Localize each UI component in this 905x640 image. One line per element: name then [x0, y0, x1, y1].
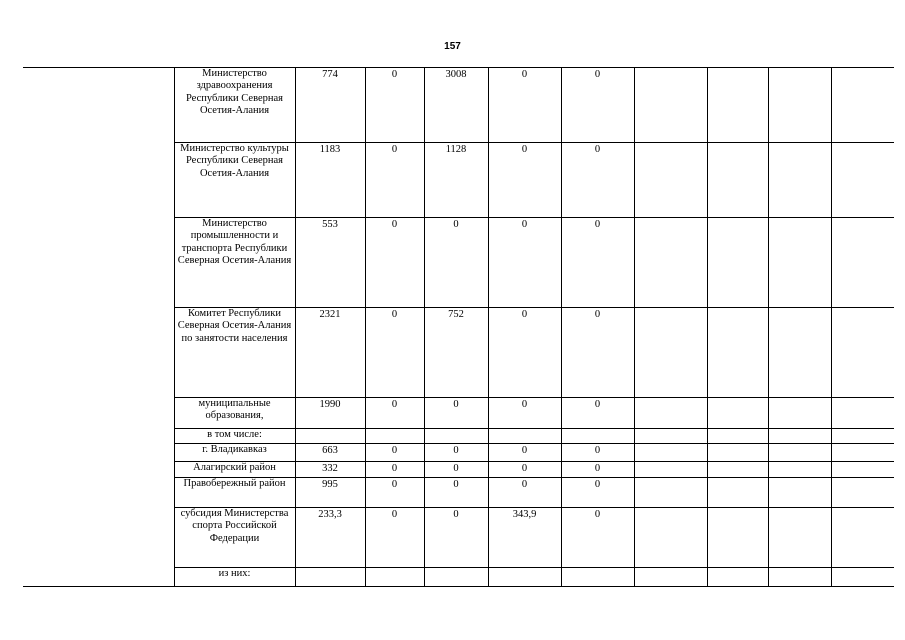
value-cell: 0: [365, 478, 424, 508]
value-cell: [707, 308, 768, 398]
value-cell: [488, 568, 561, 587]
row-name-cell: Правобережный район: [174, 478, 295, 508]
value-cell: [707, 398, 768, 429]
row-name-cell: г. Владикавказ: [174, 444, 295, 462]
value-cell: [831, 568, 894, 587]
row-name-cell: Министерство культуры Республики Северная Осетия-Алания: [174, 143, 295, 218]
value-cell: [831, 462, 894, 478]
value-cell: 0: [424, 462, 488, 478]
value-cell: 774: [295, 68, 365, 143]
value-cell: [768, 68, 831, 143]
value-cell: 1183: [295, 143, 365, 218]
value-cell: 2321: [295, 308, 365, 398]
value-cell: 0: [424, 478, 488, 508]
value-cell: [424, 568, 488, 587]
value-cell: [768, 444, 831, 462]
value-cell: 0: [561, 508, 634, 568]
value-cell: [561, 429, 634, 444]
value-cell: 0: [424, 444, 488, 462]
merged-first-column-cell: [23, 68, 174, 587]
value-cell: [365, 429, 424, 444]
value-cell: [634, 508, 707, 568]
row-name-cell: субсидия Министерства спорта Российской Федерации: [174, 508, 295, 568]
value-cell: [295, 429, 365, 444]
value-cell: [831, 508, 894, 568]
value-cell: [768, 568, 831, 587]
value-cell: 0: [424, 508, 488, 568]
value-cell: [634, 143, 707, 218]
value-cell: 0: [488, 478, 561, 508]
value-cell: 1128: [424, 143, 488, 218]
value-cell: 0: [365, 218, 424, 308]
value-cell: [634, 218, 707, 308]
value-cell: 0: [561, 398, 634, 429]
value-cell: 0: [488, 444, 561, 462]
value-cell: 0: [561, 462, 634, 478]
value-cell: [707, 478, 768, 508]
value-cell: 0: [488, 68, 561, 143]
value-cell: [768, 218, 831, 308]
row-name-cell: из них:: [174, 568, 295, 587]
value-cell: [561, 568, 634, 587]
value-cell: [424, 429, 488, 444]
value-cell: [707, 462, 768, 478]
row-name-cell: Алагирский район: [174, 462, 295, 478]
value-cell: [634, 478, 707, 508]
value-cell: [768, 143, 831, 218]
value-cell: [831, 478, 894, 508]
row-name-cell: муниципальные образования,: [174, 398, 295, 429]
value-cell: 663: [295, 444, 365, 462]
value-cell: 0: [561, 218, 634, 308]
budget-table: [23, 67, 894, 587]
value-cell: [634, 398, 707, 429]
value-cell: 0: [561, 308, 634, 398]
value-cell: 233,3: [295, 508, 365, 568]
value-cell: [634, 462, 707, 478]
value-cell: [365, 568, 424, 587]
value-cell: 343,9: [488, 508, 561, 568]
value-cell: 995: [295, 478, 365, 508]
value-cell: [634, 429, 707, 444]
value-cell: 332: [295, 462, 365, 478]
value-cell: 3008: [424, 68, 488, 143]
value-cell: [634, 308, 707, 398]
value-cell: 0: [488, 308, 561, 398]
value-cell: [634, 568, 707, 587]
value-cell: [707, 568, 768, 587]
value-cell: [707, 68, 768, 143]
value-cell: 0: [365, 444, 424, 462]
value-cell: [634, 68, 707, 143]
value-cell: [707, 444, 768, 462]
value-cell: 0: [365, 462, 424, 478]
value-cell: 0: [424, 398, 488, 429]
value-cell: [831, 218, 894, 308]
value-cell: [295, 568, 365, 587]
value-cell: 0: [488, 143, 561, 218]
value-cell: [768, 429, 831, 444]
page-number: 157: [444, 41, 461, 52]
value-cell: 0: [365, 68, 424, 143]
value-cell: [831, 444, 894, 462]
value-cell: [768, 478, 831, 508]
value-cell: 0: [488, 398, 561, 429]
value-cell: 0: [424, 218, 488, 308]
row-name-cell: Министерство промышленности и транспорта Республики Северная Осетия-Алания: [174, 218, 295, 308]
row-name-cell: Министерство здравоохранения Республики Северная Осетия-Алания: [174, 68, 295, 143]
value-cell: 0: [488, 218, 561, 308]
value-cell: 1990: [295, 398, 365, 429]
value-cell: [768, 398, 831, 429]
value-cell: 0: [561, 68, 634, 143]
row-name-cell: Комитет Республики Северная Осетия-Алания по занятости населения: [174, 308, 295, 398]
value-cell: [831, 398, 894, 429]
value-cell: 0: [365, 143, 424, 218]
value-cell: [768, 462, 831, 478]
value-cell: [707, 429, 768, 444]
table-body: [23, 68, 894, 587]
value-cell: [768, 308, 831, 398]
value-cell: 0: [561, 444, 634, 462]
value-cell: 0: [365, 308, 424, 398]
value-cell: 553: [295, 218, 365, 308]
value-cell: [831, 143, 894, 218]
value-cell: [707, 508, 768, 568]
value-cell: 0: [561, 143, 634, 218]
value-cell: 0: [561, 478, 634, 508]
row-name-cell: в том числе:: [174, 429, 295, 444]
value-cell: [707, 218, 768, 308]
value-cell: 752: [424, 308, 488, 398]
value-cell: 0: [488, 462, 561, 478]
value-cell: [831, 429, 894, 444]
value-cell: [831, 308, 894, 398]
value-cell: [831, 68, 894, 143]
value-cell: [768, 508, 831, 568]
value-cell: [634, 444, 707, 462]
value-cell: [707, 143, 768, 218]
table-row: [23, 68, 894, 143]
value-cell: [488, 429, 561, 444]
value-cell: 0: [365, 398, 424, 429]
value-cell: 0: [365, 508, 424, 568]
